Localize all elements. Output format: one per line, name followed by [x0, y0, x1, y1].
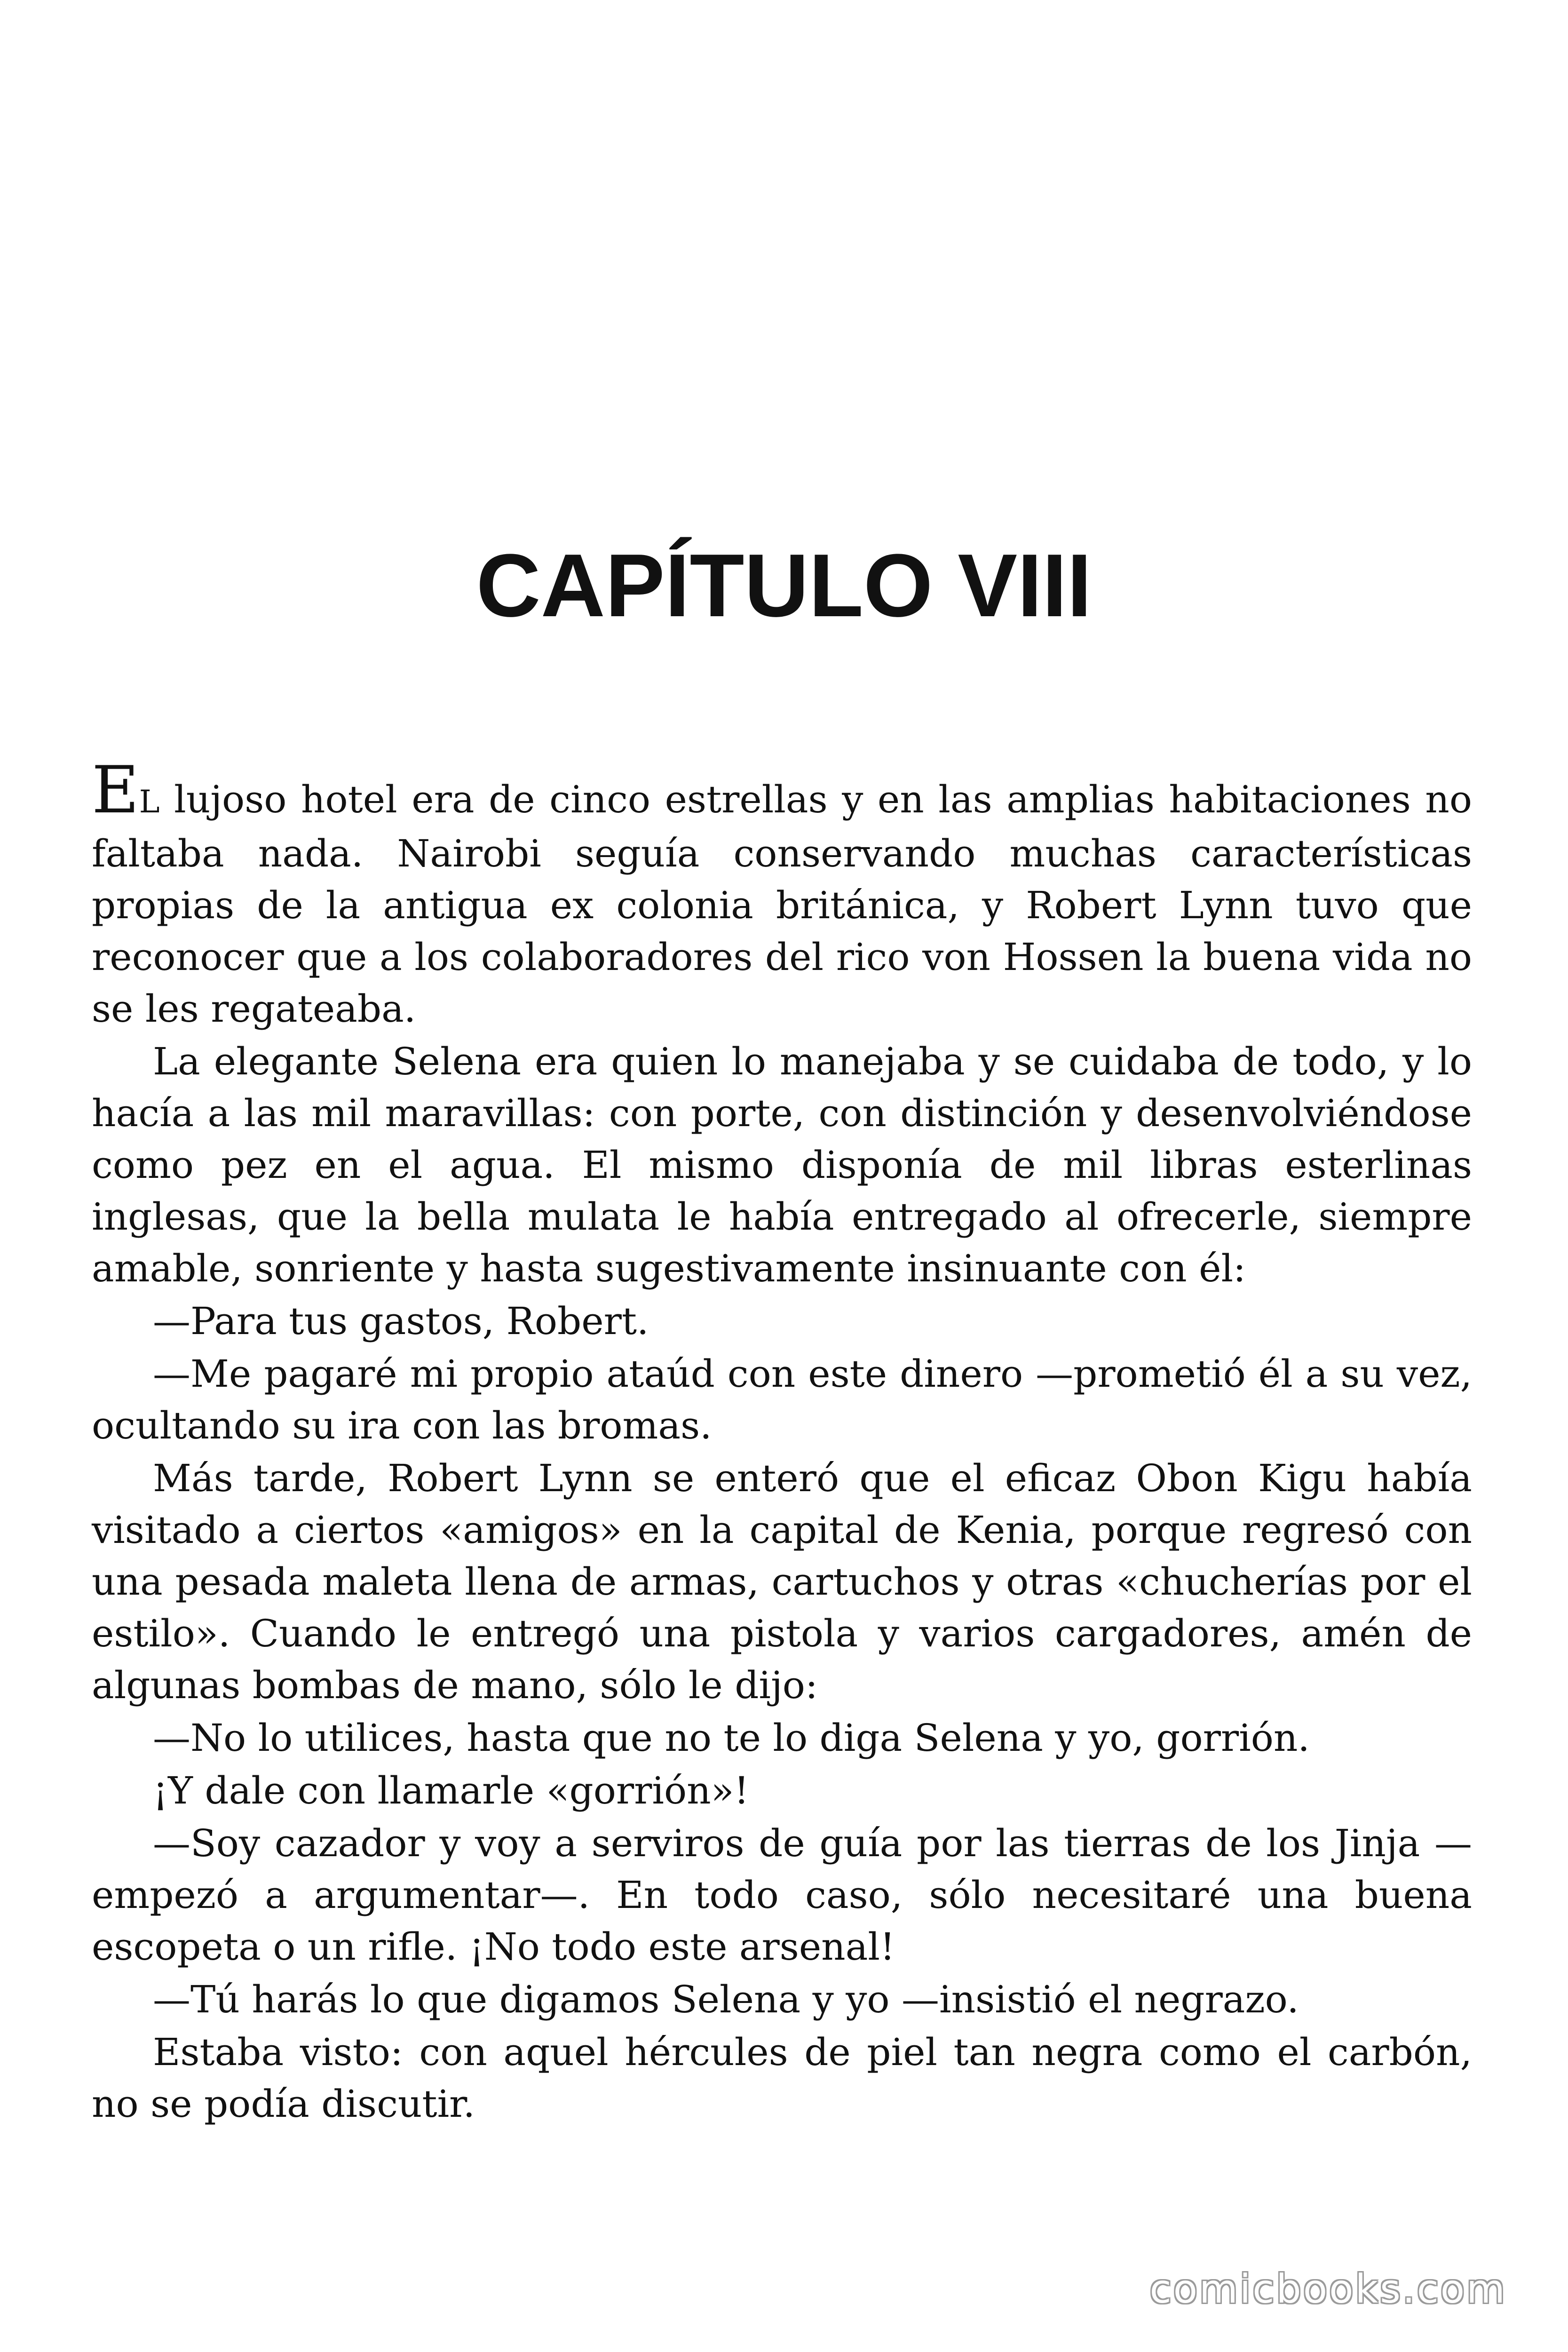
paragraph-4: —Me pagaré mi propio ataúd con este dinero —prometió él a su vez, ocultando su ira con las bromas.: [92, 1352, 1472, 1447]
paragraph-6: —No lo utilices, hasta que no te lo diga Selena y yo, gorrión.: [153, 1716, 1310, 1760]
paragraph-5: Más tarde, Robert Lynn se enteró que el eficaz Obon Kigu había visitado a ciertos «amigos» en la capital de Kenia, porque regresó con una pesada maleta llena de armas, cartuchos y otras «chucherías por el estilo». Cuando le entregó una pistola y varios cargadores, amén de algunas bombas de mano, sólo le dijo:: [92, 1456, 1472, 1707]
chapter-text: [92, 752, 1472, 2131]
paragraph-1: [92, 752, 1472, 1035]
small-cap: L: [139, 784, 160, 820]
paragraph-10: Estaba visto: con aquel hércules de piel tan negra como el carbón, no se podía discutir.: [92, 2030, 1472, 2126]
chapter-title: CAPÍTULO VIII: [476, 536, 1092, 636]
paragraph-7: ¡Y dale con llamarle «gorrión»!: [153, 1769, 749, 1812]
drop-cap: E: [92, 752, 139, 828]
paragraph-8: —Soy cazador y voy a serviros de guía por las tierras de los Jinja —empezó a argumentar—. En todo caso, sólo necesitaré una buena escopeta o un rifle. ¡No todo este arsenal!: [92, 1821, 1472, 1969]
watermark: comicbooks.com: [1149, 2266, 1507, 2312]
paragraph-1-text: lujoso hotel era de cinco estrellas y en las amplias habitaciones no faltaba nada. Nairobi seguía conservando muchas características propias de la antigua ex colonia británica, y Robert Lynn tuvo que reconocer que a los colaboradores del rico von Hossen la buena vida no se les regateaba.: [92, 778, 1472, 1031]
paragraph-2: La elegante Selena era quien lo manejaba y se cuidaba de todo, y lo hacía a las mil maravillas: con porte, con distinción y desenvolviéndose como pez en el agua. El mismo disponía de mil libras esterlinas inglesas, que la bella mulata le había entregado al ofrecerle, siempre amable, sonriente y hasta sugestivamente insinuante con él:: [92, 1040, 1472, 1290]
paragraph-9: —Tú harás lo que digamos Selena y yo —insistió el negrazo.: [153, 1978, 1299, 2021]
paragraph-3: —Para tus gastos, Robert.: [153, 1299, 649, 1343]
